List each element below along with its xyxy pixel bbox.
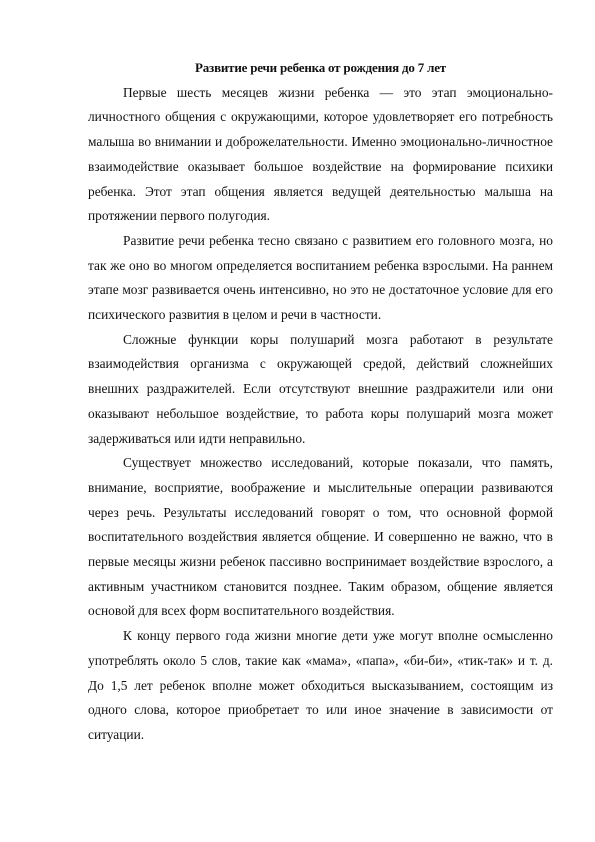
paragraph-1: Первые шесть месяцев жизни ребенка — это этап эмоционально-личностного общения с окружающими, которое удовлетворяет его потребность малыша во внимании и доброжелательности. Именно эмоционально-личностное взаимодействие оказывает большое воздействие на формирование психики ребенка. Этот этап общения является ведущей деятельностью малыша на протяжении первого полугодия. <box>88 84 553 224</box>
paragraph-5: К концу первого года жизни многие дети уже могут вполне осмысленно употреблять около 5 слов, такие как «мама», «папа», «би-би», «тик-так» и т. д. До 1,5 лет ребенок вполне может обходиться высказыванием, состоящим из одного слова, которое приобретает то или иное значение в зависимости от ситуации. <box>88 628 553 742</box>
document-body <box>88 56 553 748</box>
document-title: Развитие речи ребенка от рождения до 7 лет <box>195 60 446 75</box>
paragraph-2: Развитие речи ребенка тесно связано с развитием его головного мозга, но так же оно во многом определяется воспитанием ребенка взрослыми. На раннем этапе мозг развивается очень интенсивно, но это не достаточное условие для его психического развития в целом и речи в частности. <box>88 232 553 323</box>
paragraph-4: Существует множество исследований, которые показали, что память, внимание, восприятие, воображение и мыслительные операции развиваются через речь. Результаты исследований говорят о том, что основной формой воспитательного воздействия является общение. И совершенно не важно, что в первые месяцы жизни ребенок пассивно воспринимает воздействие взрослого, а активным участником становится позднее. Таким образом, общение является основой для всех форм воспитательного воздействия. <box>88 455 553 619</box>
paragraph-3: Сложные функции коры полушарий мозга работают в результате взаимодействия организма с окружающей средой, действий сложнейших внешних раздражителей. Если отсутствуют внешние раздражители или они оказывают небольшое воздействие, то работа коры полушарий мозга может задерживаться или идти неправильно. <box>88 331 553 446</box>
